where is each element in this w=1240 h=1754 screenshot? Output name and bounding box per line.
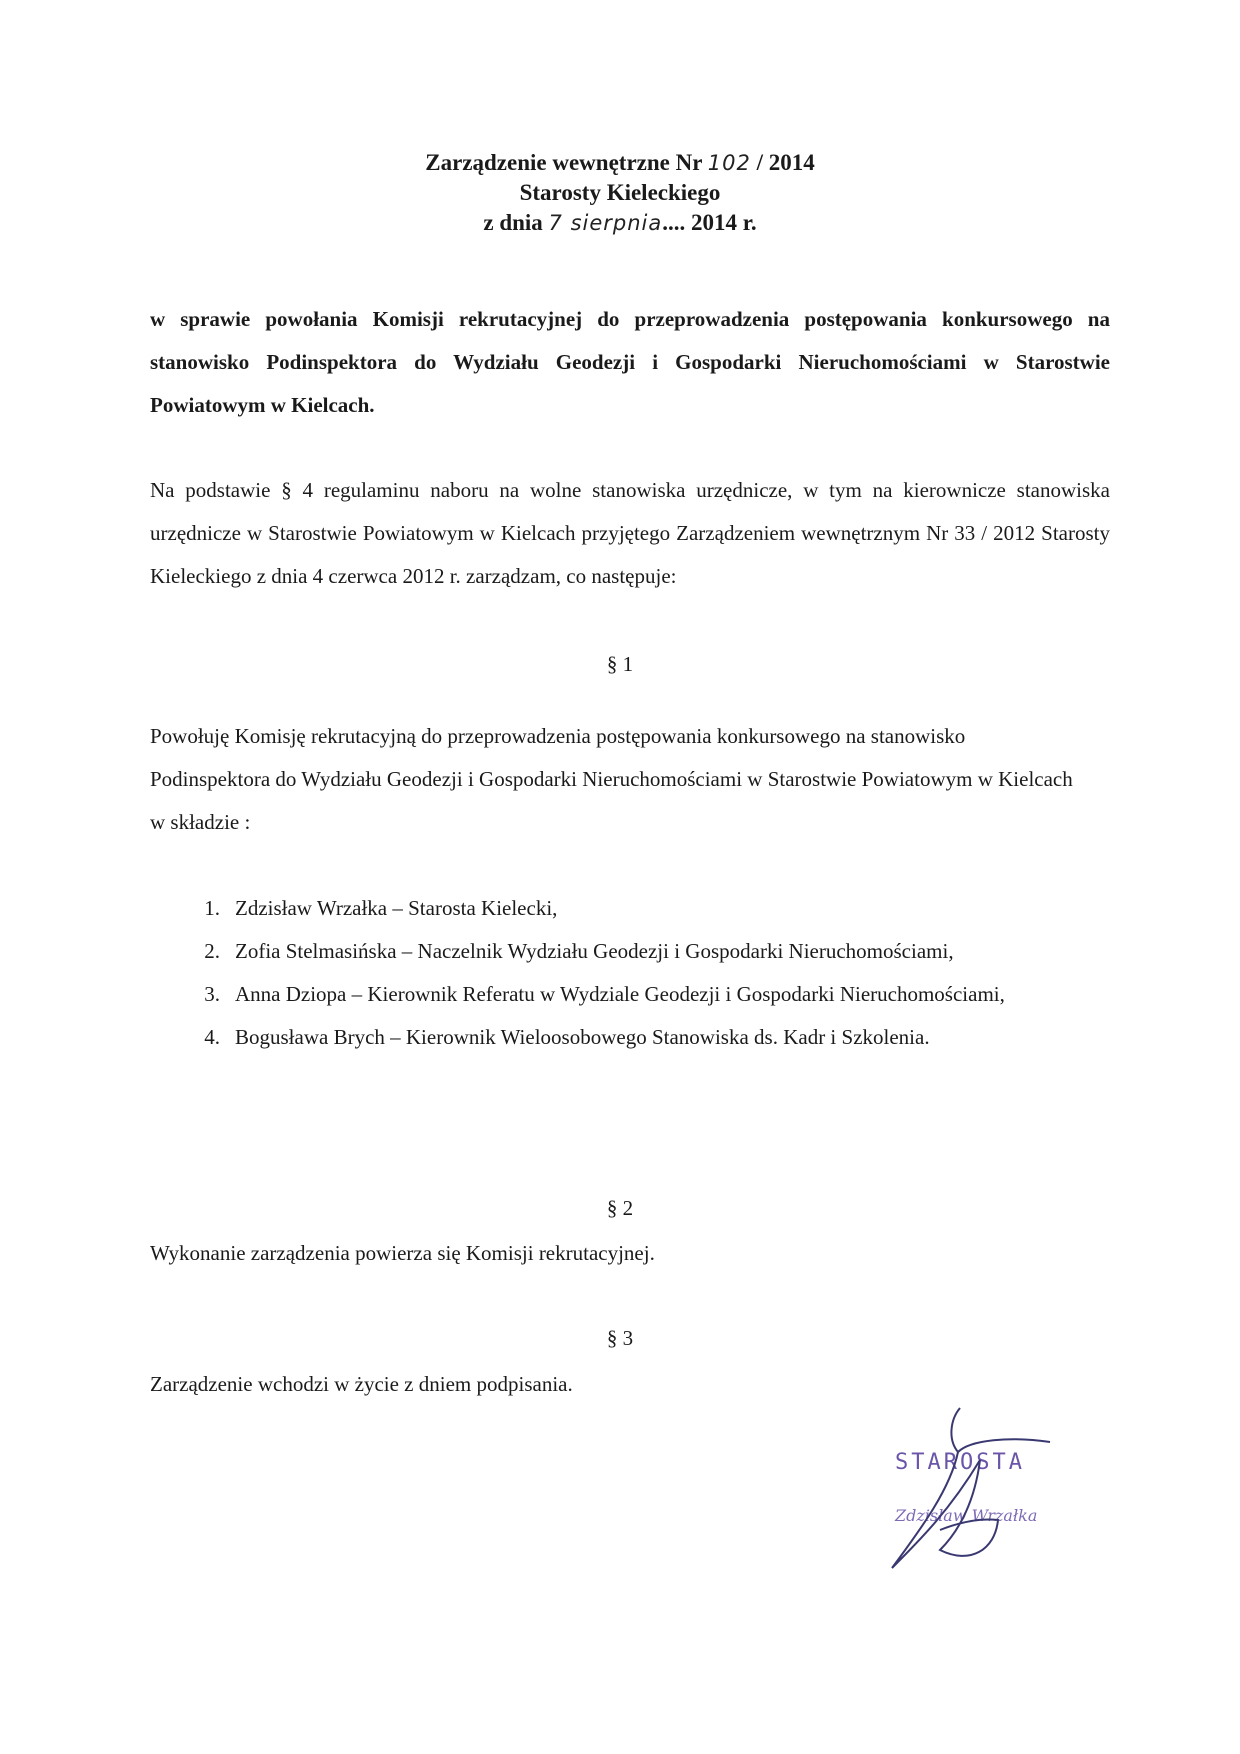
section-3-heading: § 3: [606, 1326, 634, 1350]
date-prefix: z dnia: [483, 210, 549, 235]
section-2-heading: § 2: [606, 1196, 634, 1220]
handwritten-signature: [880, 1400, 1080, 1580]
list-number: 2.: [204, 939, 220, 963]
list-item: [190, 887, 1110, 930]
list-item: [190, 1016, 1110, 1059]
member-text: Zdzisław Wrzałka – Starosta Kielecki,: [235, 896, 558, 920]
legal-basis: Na podstawie § 4 regulaminu naboru na wolne stanowiska urzędnicze, w tym na kierownicze stanowiska urzędnicze w Starostwie Powiatowym w Kielcach przyjętego Zarządzeniem wewnętrznym Nr 33 / 2012 Starosty Kieleckiego z dnia 4 czerwca 2012 r. zarządzam, co następuje:: [150, 478, 1110, 588]
member-text: Bogusława Brych – Kierownik Wieloosobowego Stanowiska ds. Kadr i Szkolenia.: [235, 1025, 930, 1049]
section-1-text: Powołuję Komisję rekrutacyjną do przeprowadzenia postępowania konkursowego na stanowisko Podinspektora do Wydziału Geodezji i Gospodarki Nieruchomościami w Starostwie Powiatowym w Kielcach w składzie :: [150, 724, 1073, 834]
member-text: Anna Dziopa – Kierownik Referatu w Wydziale Geodezji i Gospodarki Nieruchomościami,: [235, 982, 1005, 1006]
stamp-name: Zdzisław Wrzałka: [895, 1506, 1038, 1525]
date-suffix: .... 2014 r.: [662, 210, 757, 235]
stamp-title: STAROSTA: [895, 1450, 1025, 1475]
list-item: [190, 930, 1110, 973]
list-number: 3.: [204, 982, 220, 1006]
issuer: Starosty Kieleckiego: [519, 180, 721, 205]
order-date: [0, 208, 1240, 238]
order-year: / 2014: [750, 150, 815, 175]
list-number: 1.: [204, 896, 220, 920]
member-text: Zofia Stelmasińska – Naczelnik Wydziału Geodezji i Gospodarki Nieruchomościami,: [235, 939, 954, 963]
section-3-text: Zarządzenie wchodzi w życie z dniem podpisania.: [150, 1372, 573, 1396]
order-number-handwritten: 102: [707, 151, 751, 175]
date-handwritten: 7 sierpnia: [548, 211, 663, 235]
subject: w sprawie powołania Komisji rekrutacyjnej do przeprowadzenia postępowania konkursowego na stanowisko Podinspektora do Wydziału Geodezji i Gospodarki Nieruchomościami w Starostwie Powiatowym w Kielcach.: [150, 307, 1110, 417]
list-item: [190, 973, 1110, 1016]
section-2-text: Wykonanie zarządzenia powierza się Komisji rekrutacyjnej.: [150, 1241, 655, 1265]
order-title-prefix: Zarządzenie wewnętrzne Nr: [425, 150, 708, 175]
section-1-heading: § 1: [606, 652, 634, 676]
committee-members-list: [190, 887, 1110, 1059]
list-number: 4.: [204, 1025, 220, 1049]
order-title: [0, 148, 1240, 178]
